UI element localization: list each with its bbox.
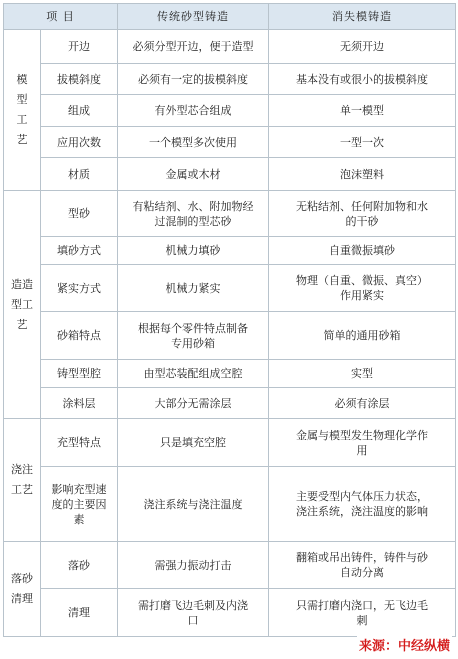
table-row xyxy=(4,360,456,388)
row-item: 清理 xyxy=(41,589,118,637)
row-lost-foam: 实型 xyxy=(269,360,456,388)
row-lost-foam: 金属与模型发生物理化学作 用 xyxy=(269,419,456,467)
row-item: 组成 xyxy=(41,95,118,127)
table-row xyxy=(4,64,456,95)
row-traditional: 金属或木材 xyxy=(118,158,269,191)
table-row xyxy=(4,542,456,589)
section-label xyxy=(4,30,41,191)
row-item: 砂箱特点 xyxy=(41,312,118,360)
row-item: 开边 xyxy=(41,30,118,64)
row-item: 紧实方式 xyxy=(41,265,118,312)
table-row xyxy=(4,265,456,312)
header-item: 项 目 xyxy=(4,4,118,30)
table-row xyxy=(4,191,456,237)
section-label-text: 落砂 清理 xyxy=(11,572,33,605)
row-item: 拔模斜度 xyxy=(41,64,118,95)
section-label-text: 浇注 工艺 xyxy=(11,463,33,496)
table-row xyxy=(4,312,456,360)
row-traditional: 需强力振动打击 xyxy=(118,542,269,589)
row-traditional: 由型芯装配组成空腔 xyxy=(118,360,269,388)
row-item: 应用次数 xyxy=(41,127,118,158)
row-lost-foam: 必须有涂层 xyxy=(269,388,456,419)
row-traditional: 机械力填砂 xyxy=(118,237,269,265)
section-label-text: 造造 型工 艺 xyxy=(11,277,33,331)
row-traditional: 根据每个零件特点制备 专用砂箱 xyxy=(118,312,269,360)
section-label xyxy=(4,191,41,419)
table-row xyxy=(4,237,456,265)
row-lost-foam: 自重微振填砂 xyxy=(269,237,456,265)
row-traditional: 有粘结剂、水、附加物经 过混制的型芯砂 xyxy=(118,191,269,237)
table-row xyxy=(4,467,456,542)
row-item: 影响充型速 度的主要因 素 xyxy=(41,467,118,542)
row-lost-foam: 无须开边 xyxy=(269,30,456,64)
section-label xyxy=(4,542,41,637)
table-row xyxy=(4,30,456,64)
row-lost-foam: 只需打磨内浇口，无飞边毛 刺 xyxy=(269,589,456,637)
row-item: 填砂方式 xyxy=(41,237,118,265)
row-lost-foam: 单一模型 xyxy=(269,95,456,127)
header-traditional: 传统砂型铸造 xyxy=(118,4,269,30)
row-lost-foam: 一型一次 xyxy=(269,127,456,158)
table-row xyxy=(4,127,456,158)
header-row xyxy=(4,4,456,30)
table-row xyxy=(4,388,456,419)
row-traditional: 大部分无需涂层 xyxy=(118,388,269,419)
table-row xyxy=(4,95,456,127)
row-item: 充型特点 xyxy=(41,419,118,467)
header-lost-foam: 消失模铸造 xyxy=(269,4,456,30)
row-item: 落砂 xyxy=(41,542,118,589)
row-lost-foam: 翻箱或吊出铸件，铸件与砂 自动分离 xyxy=(269,542,456,589)
row-traditional: 只是填充空腔 xyxy=(118,419,269,467)
row-traditional: 必须有一定的拔模斜度 xyxy=(118,64,269,95)
source-watermark: 来源：中经纵横 xyxy=(357,634,452,655)
row-item: 材质 xyxy=(41,158,118,191)
row-lost-foam: 无粘结剂、任何附加物和水 的干砂 xyxy=(269,191,456,237)
section-label xyxy=(4,419,41,542)
row-traditional: 机械力紧实 xyxy=(118,265,269,312)
row-traditional: 浇注系统与浇注温度 xyxy=(118,467,269,542)
section-label-text: 模 型 工 艺 xyxy=(16,73,28,146)
row-traditional: 一个模型多次使用 xyxy=(118,127,269,158)
row-lost-foam: 物理（自重、微振、真空） 作用紧实 xyxy=(269,265,456,312)
row-traditional: 有外型芯合组成 xyxy=(118,95,269,127)
row-lost-foam: 基本没有或很小的拔模斜度 xyxy=(269,64,456,95)
row-lost-foam: 泡沫塑料 xyxy=(269,158,456,191)
table-row xyxy=(4,419,456,467)
table-row xyxy=(4,589,456,637)
row-lost-foam: 简单的通用砂箱 xyxy=(269,312,456,360)
row-item: 型砂 xyxy=(41,191,118,237)
row-traditional: 必须分型开边，便于造型 xyxy=(118,30,269,64)
row-item: 铸型型腔 xyxy=(41,360,118,388)
row-item: 涂料层 xyxy=(41,388,118,419)
row-lost-foam: 主要受型内气体压力状态， 浇注系统，浇注温度的影响 xyxy=(269,467,456,542)
table-row xyxy=(4,158,456,191)
row-traditional: 需打磨飞边毛刺及内浇 口 xyxy=(118,589,269,637)
comparison-table xyxy=(3,3,456,637)
